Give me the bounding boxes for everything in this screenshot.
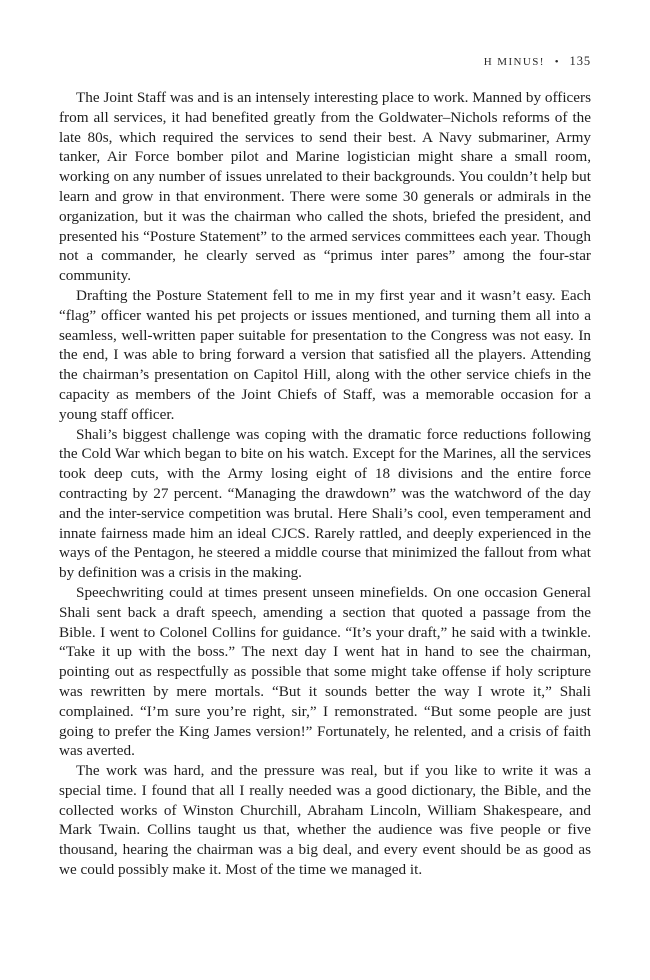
- paragraph-posture-statement: Drafting the Posture Statement fell to me in my first year and it wasn’t easy. Each “flag” officer wanted his pet projects or issues mentioned, and turning them all into a seamless, well-written paper suitable for presentation to the Congress was not easy. In the end, I was able to bring forward a version that satisfied all the players. Attending the chairman’s presentation on Capitol Hill, along with the other service chiefs in the capacity as members of the Joint Chiefs of Staff, was a memorable occasion for a young staff officer.: [59, 286, 591, 423]
- running-head-title: H MINUS!: [483, 56, 545, 68]
- paragraph-joint-staff: The Joint Staff was and is an intensely interesting place to work. Manned by officers from all services, it had benefited greatly from the Goldwater–Nichols reforms of the late 80s, which required the services to send their best. A Navy submariner, Army tanker, Air Force bomber pilot and Marine logistician might share a small room, working on any number of issues unrelated to their backgrounds. You couldn’t help but learn and grow in that environment. There were some 30 generals or admirals in the organization, but it was the chairman who called the shots, briefed the president, and presented his “Posture Statement” to the armed services committees each year. Though not a commander, he clearly served as “primus inter pares” among the four-star community.: [59, 89, 591, 285]
- running-head-separator: •: [554, 56, 560, 68]
- paragraph-force-reductions: Shali’s biggest challenge was coping with the dramatic force reductions following the Cold War which began to bite on his watch. Except for the Marines, all the services took deep cuts, with the Army losing eight of 18 divisions and the entire force contracting by 27 percent. “Managing the drawdown” was the watchword of the day and the inter-service competition was brutal. Here Shali’s cool, even temperament and innate fairness made him an ideal CJCS. Rarely rattled, and deeply experienced in the ways of the Pentagon, he steered a middle course that minimized the fallout from what by definition was a crisis in the making.: [59, 425, 591, 582]
- body-text: [59, 88, 591, 880]
- paragraph-special-time: The work was hard, and the pressure was real, but if you like to write it was a special time. I found that all I really needed was a good dictionary, the Bible, and the collected works of Winston Churchill, Abraham Lincoln, William Shakespeare, and Mark Twain. Collins taught us that, whether the audience was five people or five thousand, hearing the chairman was a big deal, and every event should be as good as we could possibly make it. Most of the time we managed it.: [59, 762, 591, 879]
- running-header: [484, 54, 591, 69]
- page-number: 135: [569, 54, 591, 68]
- paragraph-speechwriting: Speechwriting could at times present unseen minefields. On one occasion General Shali sent back a draft speech, amending a section that quoted a passage from the Bible. I went to Colonel Collins for guidance. “It’s your draft,” he said with a twinkle. “Take it up with the boss.” The next day I went hat in hand to see the chairman, pointing out as respectfully as possible that some might take offense if holy scripture was rewritten by mere mortals. “But it sounds better the way I wrote it,” Shali complained. “I’m sure you’re right, sir,” I remonstrated. “But some people are just going to prefer the King James version!” Fortunately, he relented, and a crisis of faith was averted.: [59, 583, 591, 760]
